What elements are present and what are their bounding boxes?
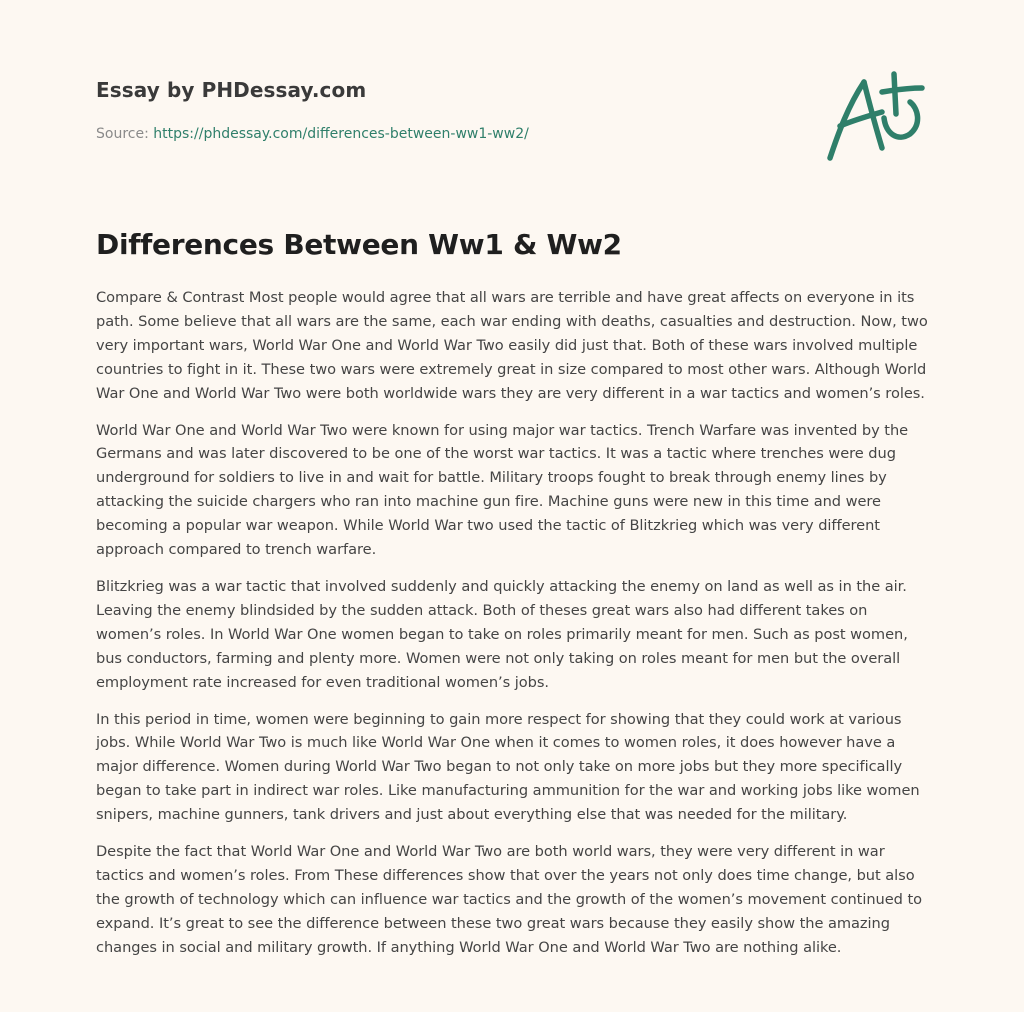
essay-body (96, 286, 936, 973)
logo-plus-vertical (894, 74, 896, 114)
a-plus-logo-icon (818, 66, 930, 166)
source-line (96, 124, 796, 144)
paragraph: Despite the fact that World War One and World War Two are both world wars, they were very different in war tactics and women’s roles. From These differences show that over the years not only does time change, but also the growth of technology which can influence war tactics and the growth of the women’s movement continued to expand. It’s great to see the difference between these two great wars because they easily show the amazing changes in social and military growth. If anything World War One and World War Two are nothing alike. (96, 843, 923, 956)
brand-title: Essay by PHDessay.com (96, 78, 367, 102)
a-plus-logo (818, 66, 930, 166)
logo-swoosh (884, 102, 918, 137)
essay-header (96, 76, 796, 144)
paragraph: Blitzkrieg was a war tactic that involved suddenly and quickly attacking the enemy on land as well as in the air. Leaving the enemy blindsided by the sudden attack. Both of theses great wars also had different takes on women’s roles. In World War One women began to take on roles primarily meant for men. Such as post women, bus conductors, farming and plenty more. Women were not only taking on roles meant for men but the overall employment rate increased for even traditional women’s jobs. (96, 577, 908, 691)
logo-plus-horizontal (882, 88, 922, 92)
paragraph: World War One and World War Two were known for using major war tactics. Trench Warfare was invented by the Germans and was later discovered to be one of the worst war tactics. It was a tactic where trenches were dug underground for soldiers to live in and wait for battle. Military troops fought to break through enemy lines by attacking the suicide chargers who ran into machine gun fire. Machine guns were new in this time and were becoming a popular war weapon. While World War two used the tactic of Blitzkrieg which was very different approach compared to trench warfare. (96, 421, 909, 559)
source-link[interactable]: https://phdessay.com/differences-between-ww1-ww2/ (153, 126, 529, 142)
source-label: Source: (96, 126, 149, 142)
essay-title: Differences Between Ww1 & Ww2 (96, 228, 622, 261)
paragraph: In this period in time, women were beginning to gain more respect for showing that they could work at various jobs. While World War Two is much like World War One when it comes to women roles, it does however have a major difference. Women during World War Two began to not only take on more jobs but they more specifically began to take part in indirect war roles. Like manufacturing ammunition for the war and working jobs like women snipers, machine gunners, tank drivers and just about everything else that was needed for the military. (96, 710, 920, 824)
paragraph: Compare & Contrast Most people would agree that all wars are terrible and have great affects on everyone in its path. Some believe that all wars are the same, each war ending with deaths, casualties and destruction. Now, two very important wars, World War One and World War Two easily did just that. Both of these wars involved multiple countries to fight in it. These two wars were extremely great in size compared to most other wars. Although World War One and World War Two were both worldwide wars they are very different in a war tactics and women’s roles. (96, 289, 928, 402)
